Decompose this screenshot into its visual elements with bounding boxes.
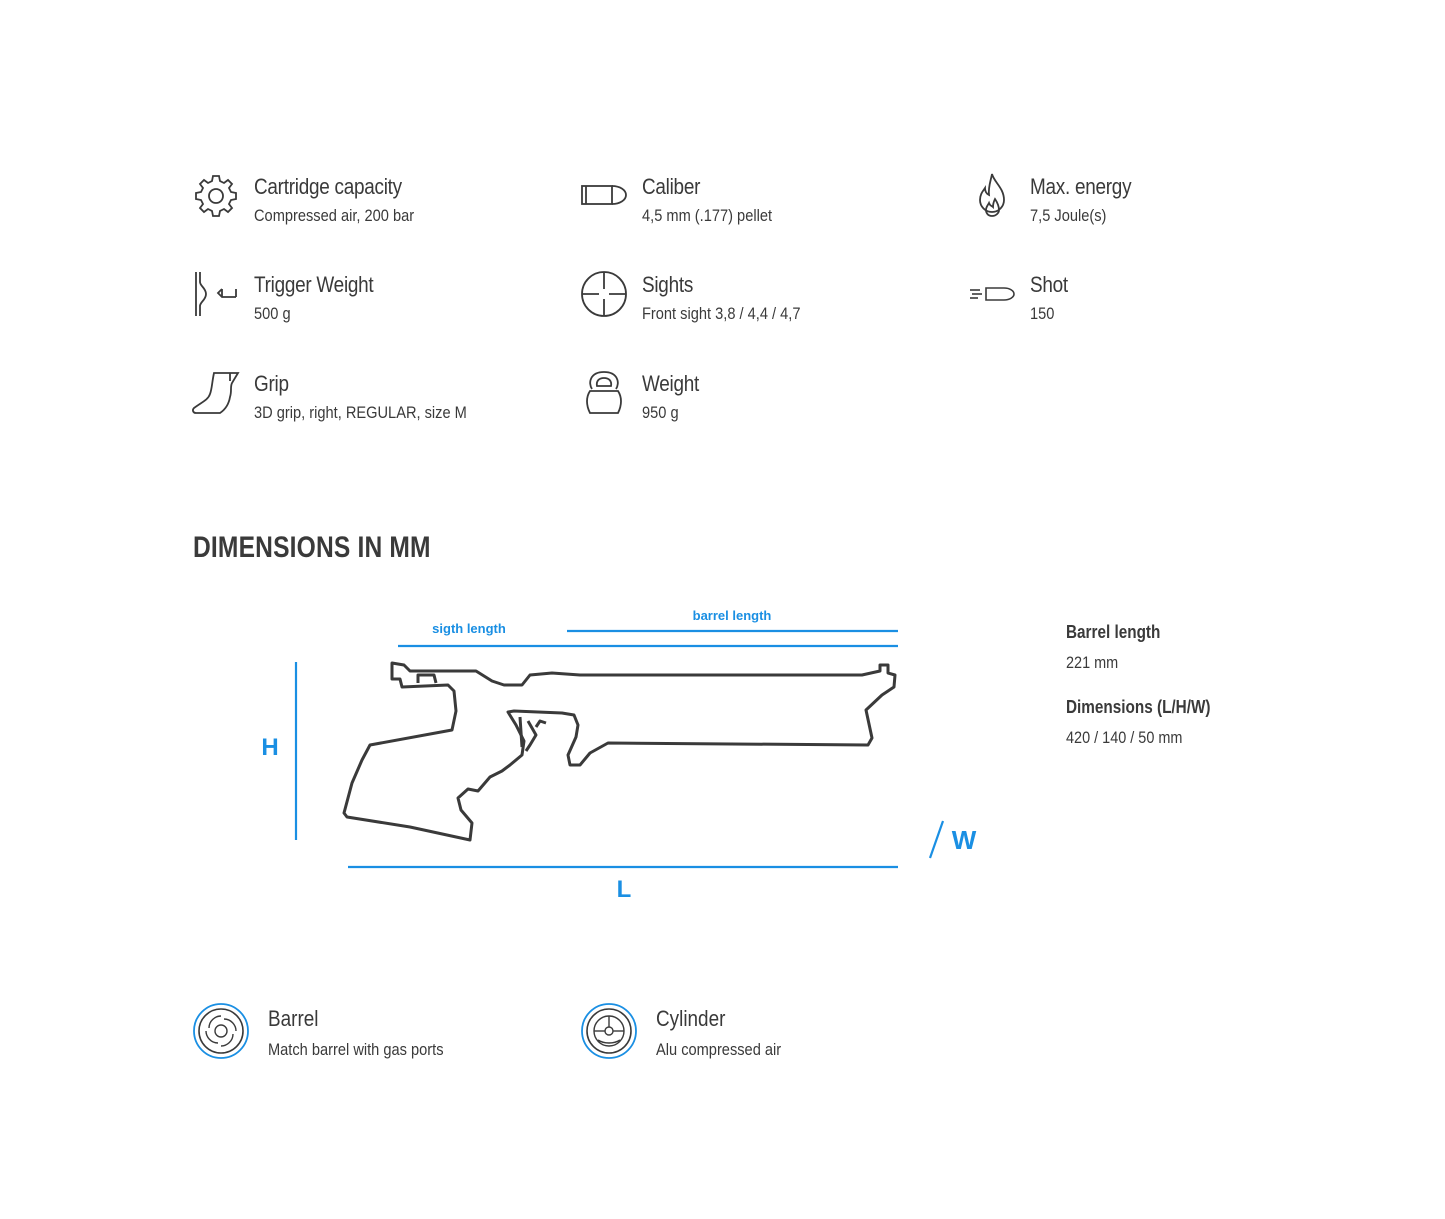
dimensions-value: 420 / 140 / 50 mm (1066, 728, 1183, 747)
spec-value: Compressed air, 200 bar (254, 206, 415, 225)
spec-value: 500 g (254, 304, 291, 323)
pellet-icon (580, 172, 628, 220)
barrel-length-label: barrel length (692, 608, 772, 623)
height-label: H (261, 734, 279, 761)
feature-cylinder (580, 1002, 802, 1060)
pistol-outline (344, 663, 895, 840)
spec-title: Shot (1030, 272, 1068, 297)
spec-grip (192, 369, 502, 423)
dimensions-title: DIMENSIONS IN MM (193, 531, 431, 564)
spec-title: Sights (642, 272, 694, 297)
feature-barrel (192, 1002, 472, 1060)
spec-trigger-weight (192, 270, 393, 324)
barrel-icon (192, 1002, 250, 1060)
feature-title: Cylinder (656, 1006, 726, 1031)
gear-icon (192, 172, 240, 220)
spec-caliber (580, 172, 793, 226)
trigger-icon (192, 270, 240, 318)
dimensions-heading: Dimensions (L/H/W) (1066, 697, 1211, 717)
spec-title: Caliber (642, 174, 701, 199)
bullet-icon (968, 270, 1016, 318)
pistol-dimension-diagram (240, 595, 1000, 915)
spec-value: 150 (1030, 304, 1055, 323)
length-label: L (616, 876, 632, 903)
spec-value: 7,5 Joule(s) (1030, 206, 1107, 225)
spec-title: Max. energy (1030, 174, 1132, 199)
cylinder-icon (580, 1002, 638, 1060)
flame-icon (968, 172, 1016, 220)
crosshair-icon (580, 270, 628, 318)
spec-title: Trigger Weight (254, 272, 374, 297)
spec-title: Weight (642, 371, 700, 396)
spec-shot (968, 270, 1074, 324)
spec-cartridge-capacity (192, 172, 440, 226)
spec-value: Front sight 3,8 / 4,4 / 4,7 (642, 304, 801, 323)
spec-title: Cartridge capacity (254, 174, 402, 199)
spec-sights (580, 270, 826, 324)
spec-value: 4,5 mm (.177) pellet (642, 206, 773, 225)
grip-icon (192, 369, 240, 417)
dimension-info (1066, 622, 1236, 772)
sight-length-label: sigth length (432, 621, 506, 636)
kettlebell-icon (580, 369, 628, 417)
spec-title: Grip (254, 371, 289, 396)
feature-value: Alu compressed air (656, 1040, 782, 1059)
spec-value: 950 g (642, 403, 679, 422)
width-slash (930, 821, 943, 858)
barrel-length-heading: Barrel length (1066, 622, 1161, 642)
width-label: W (951, 825, 977, 855)
feature-value: Match barrel with gas ports (268, 1040, 444, 1059)
spec-weight (580, 369, 708, 423)
barrel-length-value: 221 mm (1066, 653, 1119, 672)
spec-max-energy (968, 172, 1148, 226)
feature-title: Barrel (268, 1006, 319, 1031)
spec-value: 3D grip, right, REGULAR, size M (254, 403, 467, 422)
